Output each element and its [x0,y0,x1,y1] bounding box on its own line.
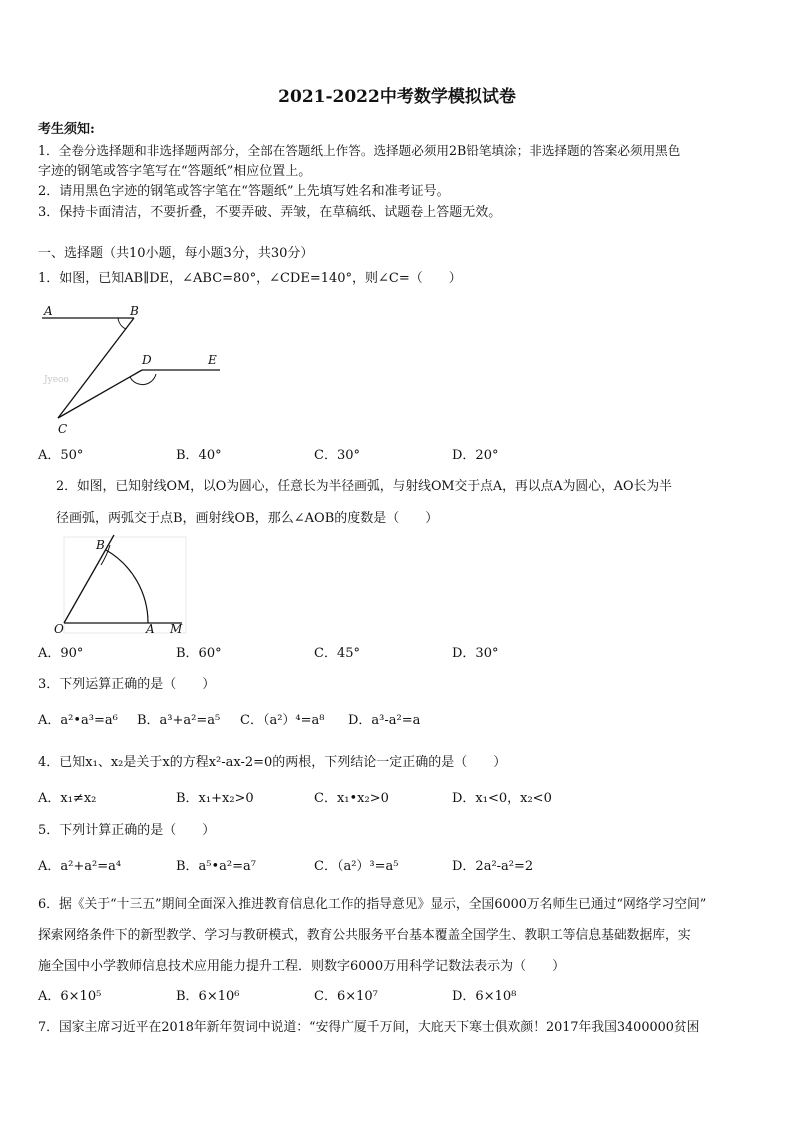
question-2-option-a: A．90° [38,646,84,661]
question-6-option-c: C．6×10⁷ [314,989,378,1004]
arc-from-o [106,550,148,623]
question-6-option-b: B．6×10⁶ [176,989,240,1004]
question-4-option-a: A．x₁≠x₂ [38,791,97,806]
notice-line: 字迹的钢笔或答字笔写在“答题纸”相应位置上。 [38,164,312,179]
notice-line: 1．全卷分选择题和非选择题两部分，全部在答题纸上作答。选择题必须用2B铅笔填涂；非选择题的答案必须用黑色 [38,143,681,158]
point-label-e: E [208,353,217,367]
question-6-option-a: A．6×10⁵ [38,989,102,1004]
point-label-a: A [146,622,155,636]
figure-frame [64,537,186,633]
question-4-option-d: D．x₁<0，x₂<0 [452,791,552,806]
question-2-stem: 2．如图，已知射线OM，以O为圆心，任意长为半径画弧，与射线OM交于点A，再以点A为圆心，AO长为半 [56,479,672,494]
ray-ob [64,535,114,623]
question-7-stem: 7．国家主席习近平在2018年新年贺词中说道：“安得广厦千万间，大庇天下寒士俱欢颜！2017年我国3400000贫困 [38,1020,700,1035]
line-bc [58,318,134,418]
watermark-text: Jyeoo [44,375,69,385]
question-3-option-d: D．a³-a²=a [348,713,421,728]
point-label-a: A [44,304,53,318]
point-label-o: O [54,622,64,636]
question-4-stem: 4．已知x₁、x₂是关于x的方程x²-ax-2=0的两根，下列结论一定正确的是（ ） [38,755,507,770]
notice-line: 3．保持卡面清洁，不要折叠，不要弄破、弄皱，在草稿纸、试题卷上答题无效。 [38,205,502,220]
question-1-stem: 1．如图，已知AB∥DE，∠ABC=80°，∠CDE=140°，则∠C=（ ） [38,271,462,286]
angle-d-arc [130,374,156,385]
page-title: 2021-2022中考数学模拟试卷 [278,87,516,107]
line-cd [58,370,142,418]
question-2-option-c: C．45° [314,646,360,661]
question-5-option-c: C．（a²）³=a⁵ [314,859,399,874]
question-6-stem: 施全国中小学教师信息技术应用能力提升工程．则数字6000万用科学记数法表示为（ ） [38,959,566,974]
question-2-option-d: D．30° [452,646,499,661]
question-3-option-b: B．a³+a²=a⁵ [137,713,221,728]
question-5-option-d: D．2a²-a²=2 [452,859,534,874]
question-6-stem: 6．据《关于“十三五”期间全面深入推进教育信息化工作的指导意见》显示，全国6000万名师生已通过“网络学习空间” [38,897,707,912]
point-label-b: B [130,304,139,318]
question-1-option-b: B．40° [176,448,222,463]
question-5-option-a: A．a²+a²=a⁴ [38,859,122,874]
question-3-stem: 3．下列运算正确的是（ ） [38,677,216,692]
question-1-figure [38,300,238,440]
notice-line: 2．请用黑色字迹的钢笔或答字笔在“答题纸”上先填写姓名和准考证号。 [38,184,450,199]
question-5-stem: 5．下列计算正确的是（ ） [38,823,216,838]
question-2-figure [50,535,190,635]
section-heading: 一、选择题（共10小题，每小题3分，共30分） [38,246,314,261]
question-3-option-c: C．（a²）⁴=a⁸ [240,713,325,728]
notice-heading: 考生须知: [38,122,95,137]
question-2-stem: 径画弧，两弧交于点B，画射线OB，那么∠AOB的度数是（ ） [56,511,439,526]
question-1-option-a: A．50° [38,448,84,463]
point-label-c: C [58,422,68,436]
question-1-option-d: D．20° [452,448,499,463]
question-3-option-a: A．a²•a³=a⁶ [38,713,118,728]
question-1-option-c: C．30° [314,448,360,463]
question-6-stem: 探索网络条件下的新型教学、学习与教研模式，教育公共服务平台基本覆盖全国学生、教职工等信息基础数据库，实 [38,928,691,943]
question-4-option-c: C．x₁•x₂>0 [314,791,389,806]
point-label-b: B [96,538,105,552]
question-5-option-b: B．a⁵•a²=a⁷ [176,859,256,874]
question-6-option-d: D．6×10⁸ [452,989,517,1004]
point-label-d: D [142,353,152,367]
angle-b-arc [118,318,126,329]
point-label-m: M [170,622,183,636]
question-2-option-b: B．60° [176,646,222,661]
question-4-option-b: B．x₁+x₂>0 [176,791,254,806]
